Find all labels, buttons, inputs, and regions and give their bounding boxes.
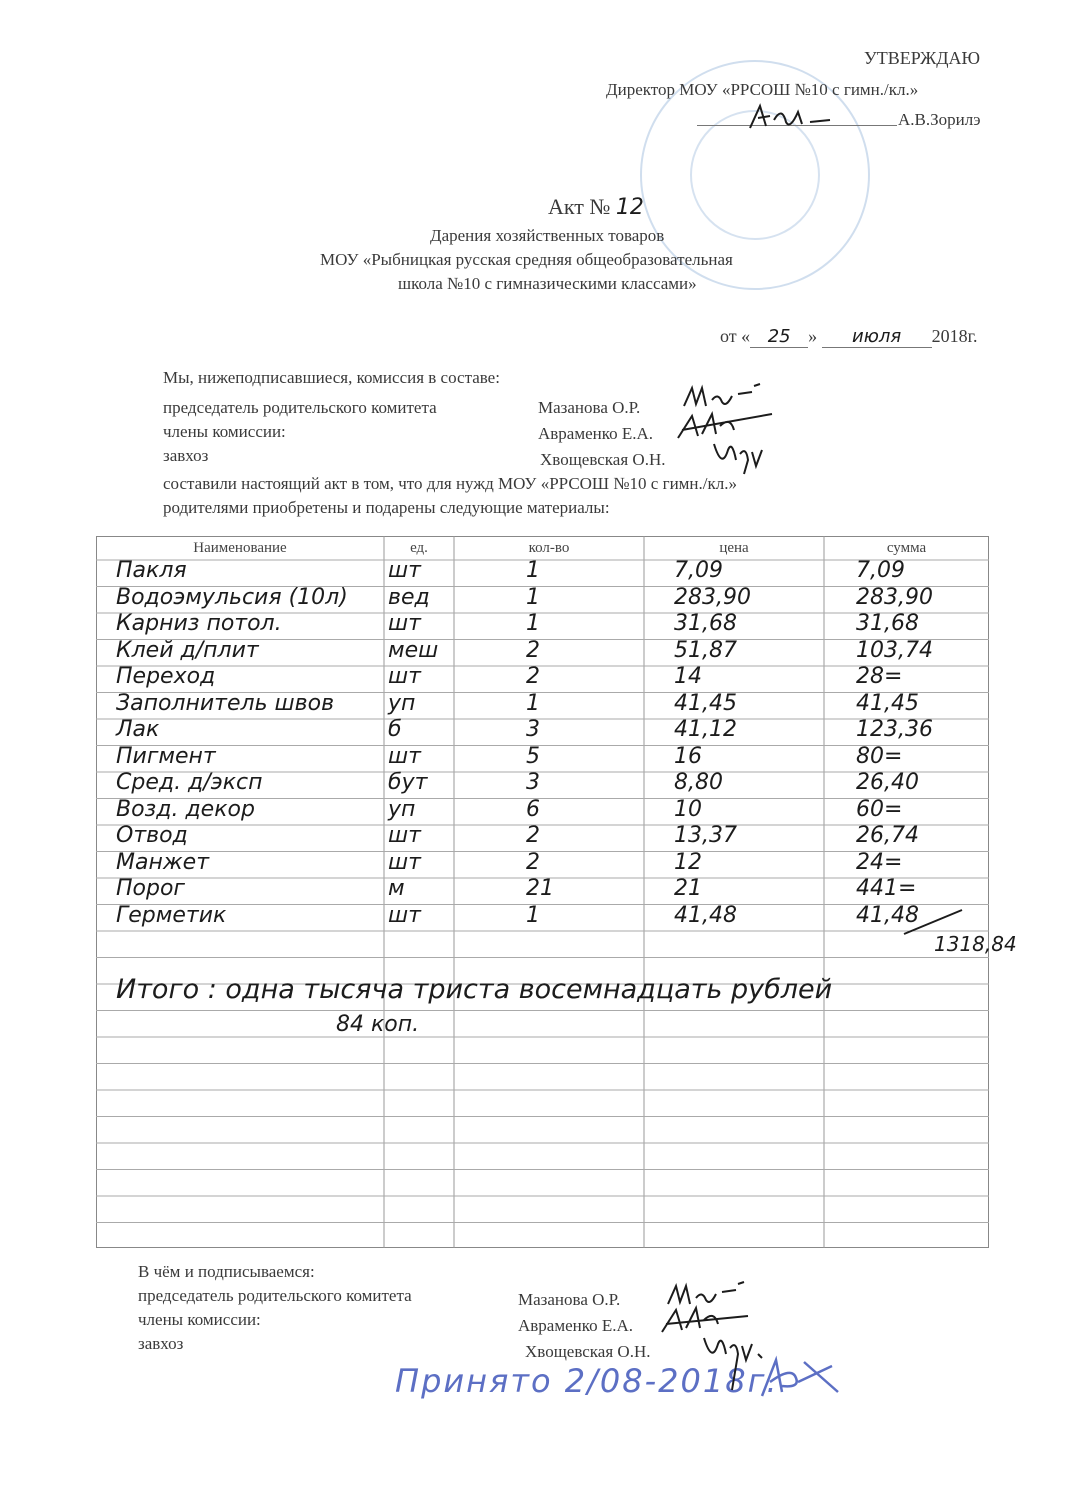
row-price: 31,68 [674,611,737,636]
closing-khvoshchevskaya-signature [698,1334,768,1394]
table-row [96,849,989,879]
row-price: 13,37 [674,823,737,848]
materials-table [96,536,1017,1248]
row-qty: 2 [526,664,540,689]
row-sum: 283,90 [856,584,933,610]
act-date [720,326,978,348]
date-prefix: от « [720,326,751,346]
row-sum: 24= [856,849,903,875]
row-unit: шт [388,611,421,636]
row-qty: 2 [526,849,540,875]
commission-role2: члены комиссии: [163,422,286,441]
row-unit: б [388,717,402,742]
row-unit: шт [388,558,421,583]
row-name: Пакля [116,558,187,583]
row-sum: 41,48 [856,902,919,928]
row-sum: 26,74 [856,823,919,848]
table-row [96,719,989,746]
act-title-prefix: Акт № [548,194,611,219]
closing-role2: члены комиссии: [138,1310,261,1329]
approval-name: А.В.Зорилэ [898,110,981,129]
row-name: Герметик [116,902,227,928]
row-sum: 123,36 [856,717,933,742]
commission-statement2: родителями приобретены и подарены следующие материалы: [163,498,610,517]
row-qty: 1 [526,690,540,716]
row-qty: 21 [526,876,554,901]
row-price: 41,45 [674,690,737,716]
row-qty: 1 [526,558,540,583]
row-qty: 3 [526,770,540,795]
date-year: 2018г. [931,326,978,346]
approval-title: УТВЕРЖДАЮ [864,48,981,68]
closing-person1: Мазанова О.Р. [518,1290,621,1309]
row-name: Возд. декор [116,796,255,822]
row-sum: 60= [856,796,903,822]
row-unit: шт [388,849,421,875]
total-number: 1318,84 [934,932,1017,956]
khvoshchevskaya-signature [708,440,768,476]
commission-intro: Мы, нижеподписавшиеся, комиссия в составе: [163,368,500,387]
table-header-row [96,536,989,560]
row-price: 16 [674,743,702,769]
act-title [548,194,644,220]
row-sum: 26,40 [856,770,919,795]
row-qty: 5 [526,743,540,769]
row-unit: шт [388,664,421,689]
row-sum: 80= [856,743,903,769]
commission-person1: Мазанова О.Р. [538,398,641,417]
act-org-line1: МОУ «Рыбницкая русская средняя общеобразовательная [320,250,733,269]
header-price: цена [719,540,749,556]
table-row [96,878,989,905]
commission-role3: завхоз [163,446,209,465]
table-row [96,690,989,720]
row-unit: шт [388,902,421,928]
row-unit: м [388,876,405,901]
date-day: 25 [750,326,808,348]
total-words-line2: 84 коп. [336,1012,420,1037]
row-unit: меш [388,637,439,663]
row-name: Манжет [116,849,210,875]
row-name: Клей д/плит [116,637,259,663]
table-row [96,560,989,587]
row-unit: уп [388,690,416,716]
closing-role1: председатель родительского комитета [138,1286,412,1305]
row-sum: 31,68 [856,611,919,636]
row-qty: 1 [526,584,540,610]
table-row [96,772,989,799]
date-mid: » [808,326,818,346]
closing-person2: Авраменко Е.А. [518,1316,634,1335]
commission-person3: Хвощевская О.Н. [540,450,666,469]
commission-person2: Авраменко Е.А. [538,424,654,443]
row-price: 7,09 [674,558,723,583]
row-sum: 7,09 [856,558,905,583]
row-name: Лак [116,717,160,742]
row-sum: 28= [856,664,903,689]
header-qty: кол-во [528,540,570,556]
row-name: Карниз потол. [116,611,282,636]
row-qty: 2 [526,823,540,848]
row-price: 14 [674,664,702,689]
closing-intro: В чём и подписываемся: [138,1262,315,1281]
table-row [96,796,989,826]
accepted-note: Принято 2/08-2018г. [395,1362,779,1400]
commission-role1: председатель родительского комитета [163,398,437,417]
closing-person3: Хвощевская О.Н. [525,1342,651,1361]
table-row [96,584,989,614]
row-unit: шт [388,823,421,848]
row-price: 41,48 [674,902,737,928]
row-name: Переход [116,664,216,689]
table-row [96,902,989,932]
date-month: июля [822,326,932,348]
header-sum: сумма [886,540,927,556]
header-name: Наименование [193,540,287,556]
row-unit: бут [388,770,428,795]
header-unit: ед. [410,540,428,556]
row-name: Отвод [116,823,188,848]
row-name: Порог [116,876,185,901]
avramenko-signature [672,408,782,444]
table-row [96,666,989,693]
total-words-line1: Итого : одна тысяча триста восемнадцать рублей [116,974,833,1005]
act-org-line2: школа №10 с гимназическими классами» [398,274,697,293]
row-price: 283,90 [674,584,751,610]
row-unit: вед [388,584,430,610]
act-subtitle: Дарения хозяйственных товаров [430,226,665,245]
table-row [96,825,989,852]
act-number: 12 [615,195,644,220]
row-qty: 2 [526,637,540,663]
closing-avramenko-signature [656,1304,756,1338]
row-name: Водоэмульсия (10л) [116,584,348,610]
approval-position: Директор МОУ «РРСОШ №10 с гимн./кл.» [606,80,919,99]
row-name: Пигмент [116,743,216,769]
table-row [96,637,989,667]
row-sum: 103,74 [856,637,933,663]
row-qty: 1 [526,611,540,636]
closing-role3: завхоз [138,1334,184,1353]
table-row [96,613,989,640]
row-price: 10 [674,796,702,822]
row-sum: 441= [856,876,917,901]
row-name: Сред. д/эксп [116,770,263,795]
row-sum: 41,45 [856,690,919,716]
row-price: 12 [674,849,702,875]
row-qty: 1 [526,902,540,928]
row-name: Заполнитель швов [116,690,335,716]
row-price: 41,12 [674,717,737,742]
row-unit: уп [388,796,416,822]
commission-statement1: составили настоящий акт в том, что для нужд МОУ «РРСОШ №10 с гимн./кл.» [163,474,737,493]
director-signature [740,98,860,138]
row-qty: 3 [526,717,540,742]
row-price: 21 [674,876,702,901]
row-price: 8,80 [674,770,723,795]
row-unit: шт [388,743,421,769]
table-row [96,743,989,773]
row-price: 51,87 [674,637,737,663]
row-qty: 6 [526,796,540,822]
